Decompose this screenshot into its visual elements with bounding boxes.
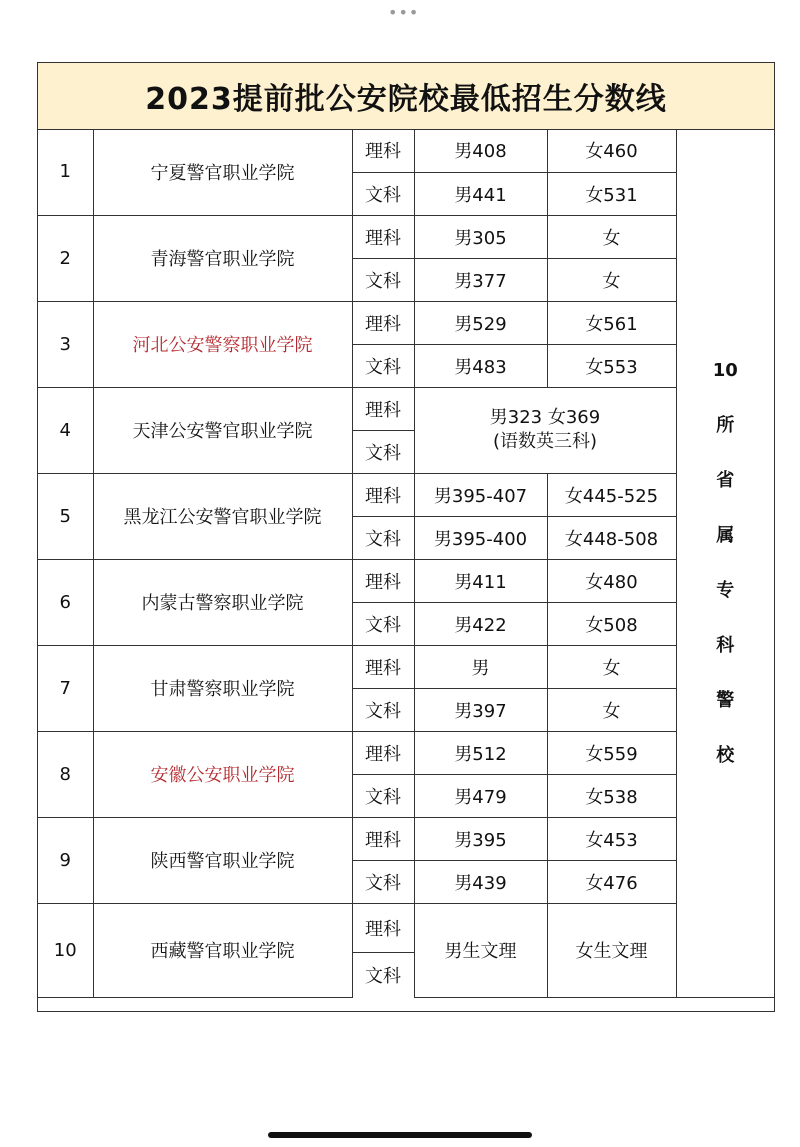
- table-row: [38, 301, 774, 344]
- table-row: [38, 559, 774, 602]
- table-row: [38, 215, 774, 258]
- school-name: 青海警官职业学院: [93, 215, 352, 301]
- subject-label: 文科: [352, 516, 414, 559]
- school-number: 3: [38, 301, 93, 387]
- page-title: 2023提前批公安院校最低招生分数线: [38, 63, 774, 130]
- table-row: [38, 731, 774, 774]
- subject-label: 理科: [352, 817, 414, 860]
- school-name: 甘肃警察职业学院: [93, 645, 352, 731]
- subject-label: 理科: [352, 473, 414, 516]
- subject-label: 文科: [352, 258, 414, 301]
- merged-score-subjects: (语数英三科): [492, 431, 598, 452]
- subject-label: 理科: [352, 559, 414, 602]
- male-score: 男395: [414, 817, 547, 860]
- school-name: 宁夏警官职业学院: [93, 129, 352, 215]
- score-sheet: [37, 62, 775, 1012]
- school-number: 5: [38, 473, 93, 559]
- female-score: 女453: [547, 817, 676, 860]
- female-score: 女553: [547, 344, 676, 387]
- male-score: 男397: [414, 688, 547, 731]
- male-score: 男479: [414, 774, 547, 817]
- school-number: 10: [38, 903, 93, 997]
- male-score: 男408: [414, 129, 547, 172]
- female-score: 女508: [547, 602, 676, 645]
- subject-label: 文科: [352, 688, 414, 731]
- male-score: 男377: [414, 258, 547, 301]
- subject-label: 理科: [352, 129, 414, 172]
- subject-label: 理科: [352, 903, 414, 952]
- subject-label: 理科: [352, 731, 414, 774]
- subject-label: 理科: [352, 645, 414, 688]
- female-score: 女460: [547, 129, 676, 172]
- school-number: 4: [38, 387, 93, 473]
- female-score: 女480: [547, 559, 676, 602]
- subject-label: 文科: [352, 172, 414, 215]
- score-table: [38, 129, 774, 998]
- male-score: 男395-400: [414, 516, 547, 559]
- merged-score-line: 男323 女369: [489, 407, 601, 428]
- male-score: 男439: [414, 860, 547, 903]
- male-score: 男: [414, 645, 547, 688]
- subject-label: 理科: [352, 215, 414, 258]
- table-row: [38, 473, 774, 516]
- home-indicator[interactable]: [268, 1132, 532, 1138]
- subject-label: 文科: [352, 344, 414, 387]
- female-score: 女生文理: [547, 903, 676, 997]
- subject-label: 文科: [352, 430, 414, 473]
- female-score: 女538: [547, 774, 676, 817]
- school-number: 7: [38, 645, 93, 731]
- female-score: 女445-525: [547, 473, 676, 516]
- male-score: 男529: [414, 301, 547, 344]
- school-name: 河北公安警察职业学院: [93, 301, 352, 387]
- side-label: 10 所 省 属 专 科 警 校: [676, 129, 774, 997]
- female-score: 女: [547, 645, 676, 688]
- top-drag-handle-icon[interactable]: •••: [388, 3, 420, 22]
- male-score: 男411: [414, 559, 547, 602]
- school-number: 2: [38, 215, 93, 301]
- school-number: 1: [38, 129, 93, 215]
- female-score: 女476: [547, 860, 676, 903]
- subject-label: 理科: [352, 301, 414, 344]
- table-row: [38, 129, 774, 172]
- school-name: 天津公安警官职业学院: [93, 387, 352, 473]
- subject-label: 文科: [352, 602, 414, 645]
- table-row: [38, 903, 774, 952]
- subject-label: 文科: [352, 860, 414, 903]
- female-score: 女448-508: [547, 516, 676, 559]
- school-number: 8: [38, 731, 93, 817]
- table-row: [38, 645, 774, 688]
- school-name: 黑龙江公安警官职业学院: [93, 473, 352, 559]
- male-score: 男483: [414, 344, 547, 387]
- male-score: 男305: [414, 215, 547, 258]
- school-name: 陕西警官职业学院: [93, 817, 352, 903]
- school-name: 内蒙古警察职业学院: [93, 559, 352, 645]
- female-score: 女559: [547, 731, 676, 774]
- male-score: 男422: [414, 602, 547, 645]
- male-score: 男395-407: [414, 473, 547, 516]
- subject-label: 理科: [352, 387, 414, 430]
- male-score: 男441: [414, 172, 547, 215]
- table-row: [38, 387, 774, 430]
- subject-label: 文科: [352, 952, 414, 997]
- school-number: 9: [38, 817, 93, 903]
- female-score: 女: [547, 688, 676, 731]
- female-score: 女: [547, 258, 676, 301]
- school-name: 西藏警官职业学院: [93, 903, 352, 997]
- school-number: 6: [38, 559, 93, 645]
- male-score: 男生文理: [414, 903, 547, 997]
- merged-score-note: [414, 387, 676, 473]
- female-score: 女561: [547, 301, 676, 344]
- female-score: 女: [547, 215, 676, 258]
- subject-label: 文科: [352, 774, 414, 817]
- school-name: 安徽公安职业学院: [93, 731, 352, 817]
- female-score: 女531: [547, 172, 676, 215]
- table-row: [38, 817, 774, 860]
- male-score: 男512: [414, 731, 547, 774]
